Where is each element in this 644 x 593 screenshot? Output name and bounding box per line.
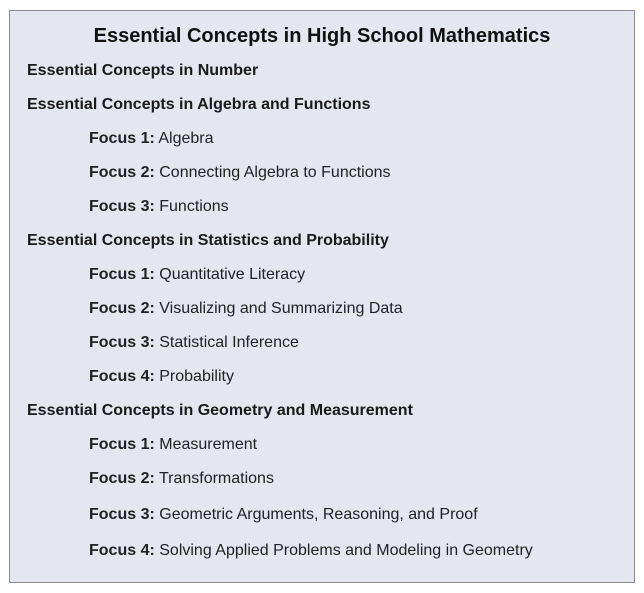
focus-label: Focus 2: bbox=[89, 470, 155, 487]
focus-label: Focus 3: bbox=[89, 506, 155, 523]
focus-item bbox=[89, 299, 403, 319]
section-heading: Essential Concepts in Number bbox=[27, 62, 259, 79]
focus-text: Geometric Arguments, Reasoning, and Proof bbox=[159, 506, 478, 523]
focus-label: Focus 4: bbox=[89, 368, 155, 385]
focus-label: Focus 3: bbox=[89, 198, 155, 215]
concepts-list bbox=[10, 11, 634, 582]
focus-item bbox=[89, 435, 257, 455]
focus-item bbox=[89, 541, 533, 561]
panel-title: Essential Concepts in High School Mathematics bbox=[93, 25, 551, 47]
focus-item bbox=[89, 505, 478, 525]
focus-item bbox=[89, 333, 299, 353]
focus-text: Statistical Inference bbox=[159, 334, 299, 351]
focus-text: Connecting Algebra to Functions bbox=[159, 164, 391, 181]
focus-text: Probability bbox=[159, 368, 234, 385]
focus-item bbox=[89, 163, 391, 183]
focus-label: Focus 1: bbox=[89, 436, 155, 453]
focus-text: Measurement bbox=[159, 436, 258, 453]
focus-item bbox=[89, 265, 305, 285]
section-heading: Essential Concepts in Algebra and Functions bbox=[27, 96, 371, 113]
focus-item bbox=[89, 469, 274, 489]
section-heading: Essential Concepts in Geometry and Measurement bbox=[27, 402, 413, 419]
focus-label: Focus 1: bbox=[89, 130, 155, 147]
focus-text: Algebra bbox=[158, 130, 214, 147]
focus-text: Visualizing and Summarizing Data bbox=[159, 300, 403, 317]
focus-text: Solving Applied Problems and Modeling in Geometry bbox=[159, 542, 533, 559]
focus-item bbox=[89, 129, 214, 149]
focus-label: Focus 1: bbox=[89, 266, 155, 283]
focus-item bbox=[89, 367, 234, 387]
focus-text: Quantitative Literacy bbox=[159, 266, 306, 283]
focus-label: Focus 3: bbox=[89, 334, 155, 351]
focus-label: Focus 2: bbox=[89, 300, 155, 317]
focus-label: Focus 4: bbox=[89, 542, 155, 559]
focus-text: Functions bbox=[159, 198, 229, 215]
concepts-panel bbox=[9, 10, 635, 583]
section-heading: Essential Concepts in Statistics and Probability bbox=[27, 232, 389, 249]
focus-item bbox=[89, 197, 229, 217]
focus-label: Focus 2: bbox=[89, 164, 155, 181]
focus-text: Transformations bbox=[158, 470, 274, 487]
